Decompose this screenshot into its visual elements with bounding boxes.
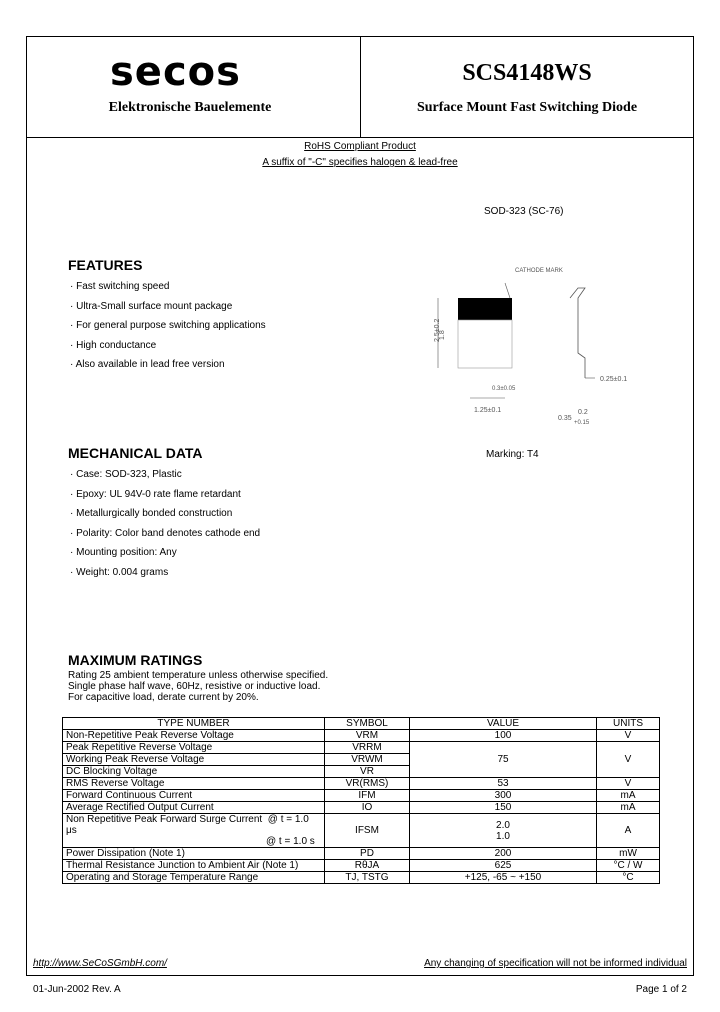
- mechanical-list: [70, 469, 260, 587]
- marking-label: Marking: T4: [486, 449, 539, 460]
- table-row: Forward Continuous Current IFM 300 mA: [63, 790, 660, 802]
- col-type: TYPE NUMBER: [63, 718, 325, 730]
- mechanical-item: · Mounting position: Any: [70, 547, 260, 567]
- rohs-line: RoHS Compliant Product: [304, 141, 416, 152]
- side-view-lead: [570, 288, 585, 378]
- part-description: Surface Mount Fast Switching Diode: [416, 100, 638, 115]
- mechanical-item: · Weight: 0.004 grams: [70, 567, 260, 587]
- package-drawing: [410, 258, 650, 438]
- ratings-note-3: For capacitive load, derate current by 20%.: [68, 692, 259, 703]
- col-units: UNITS: [597, 718, 660, 730]
- dim-height-b: 1.8: [439, 330, 446, 340]
- table-row: Average Rectified Output Current IO 150 mA: [63, 802, 660, 814]
- footer-date: 01-Jun-2002 Rev. A: [33, 984, 121, 995]
- col-symbol: SYMBOL: [325, 718, 410, 730]
- features-title: FEATURES: [68, 257, 143, 273]
- footer-disclaimer: Any changing of specification will not be informed individual: [424, 958, 687, 969]
- table-row: DC Blocking Voltage VR: [63, 766, 660, 778]
- table-row: RMS Reverse Voltage VR(RMS) 53 V: [63, 778, 660, 790]
- table-row: Peak Repetitive Reverse Voltage VRRM 75 V: [63, 742, 660, 754]
- ratings-note-1: Rating 25 ambient temperature unless otherwise specified.: [68, 670, 329, 681]
- footer-url-link[interactable]: http://www.SeCoSGmbH.com/: [33, 958, 167, 969]
- mechanical-item: · Epoxy: UL 94V-0 rate flame retardant: [70, 489, 260, 509]
- ratings-table: [62, 717, 660, 884]
- table-row: Operating and Storage Temperature Range TJ, TSTG +125, -65 ~ +150 °C: [63, 872, 660, 884]
- feature-item: · Ultra-Small surface mount package: [70, 301, 266, 321]
- dim-width: 1.25±0.1: [474, 407, 502, 414]
- table-row: Thermal Resistance Junction to Ambient Air (Note 1) RθJA 625 °C / W: [63, 860, 660, 872]
- table-header-row: [63, 718, 660, 730]
- mechanical-item: · Case: SOD-323, Plastic: [70, 469, 260, 489]
- table-row: Working Peak Reverse Voltage VRWM: [63, 754, 660, 766]
- ratings-note-2: Single phase half wave, 60Hz, resistive or inductive load.: [68, 681, 321, 692]
- package-label: SOD-323 (SC-76): [484, 206, 564, 217]
- cathode-band: [458, 298, 512, 320]
- header-divider: [26, 137, 694, 138]
- company-logo: secos: [110, 49, 241, 95]
- feature-item: · High conductance: [70, 340, 266, 360]
- mechanical-item: · Metallurgically bonded construction: [70, 508, 260, 528]
- feature-item: · Also available in lead free version: [70, 359, 266, 379]
- dim-height: 2.5±0.2: [434, 318, 441, 342]
- ratings-title: MAXIMUM RATINGS: [68, 652, 203, 668]
- dim-lead: 0.3±0.05: [492, 386, 516, 392]
- col-value: VALUE: [410, 718, 597, 730]
- dim-right: 0.25±0.1: [600, 376, 628, 383]
- table-row: Non Repetitive Peak Forward Surge Current @ t = 1.0 μs @ t = 1.0 s IFSM 2.0 1.0 A: [63, 814, 660, 848]
- table-row: Power Dissipation (Note 1) PD 200 mW: [63, 848, 660, 860]
- table-row: Non-Repetitive Peak Reverse Voltage VRM 100 V: [63, 730, 660, 742]
- part-number: SCS4148WS: [462, 60, 592, 86]
- dim-bottom-b: 0.2: [578, 409, 588, 416]
- dim-bottom-c: +0.15: [574, 420, 590, 426]
- features-list: [70, 281, 266, 379]
- package-body: [458, 320, 512, 368]
- footer-page: Page 1 of 2: [635, 984, 687, 995]
- feature-item: · For general purpose switching applications: [70, 320, 266, 340]
- mechanical-title: MECHANICAL DATA: [68, 445, 203, 461]
- cathode-mark-label: CATHODE MARK: [515, 268, 563, 274]
- mechanical-item: · Polarity: Color band denotes cathode end: [70, 528, 260, 548]
- halogen-line: A suffix of "-C" specifies halogen & lead-free: [262, 157, 458, 168]
- dim-bottom-a: 0.35: [558, 415, 572, 422]
- company-subtitle: Elektronische Bauelemente: [108, 100, 272, 115]
- feature-item: · Fast switching speed: [70, 281, 266, 301]
